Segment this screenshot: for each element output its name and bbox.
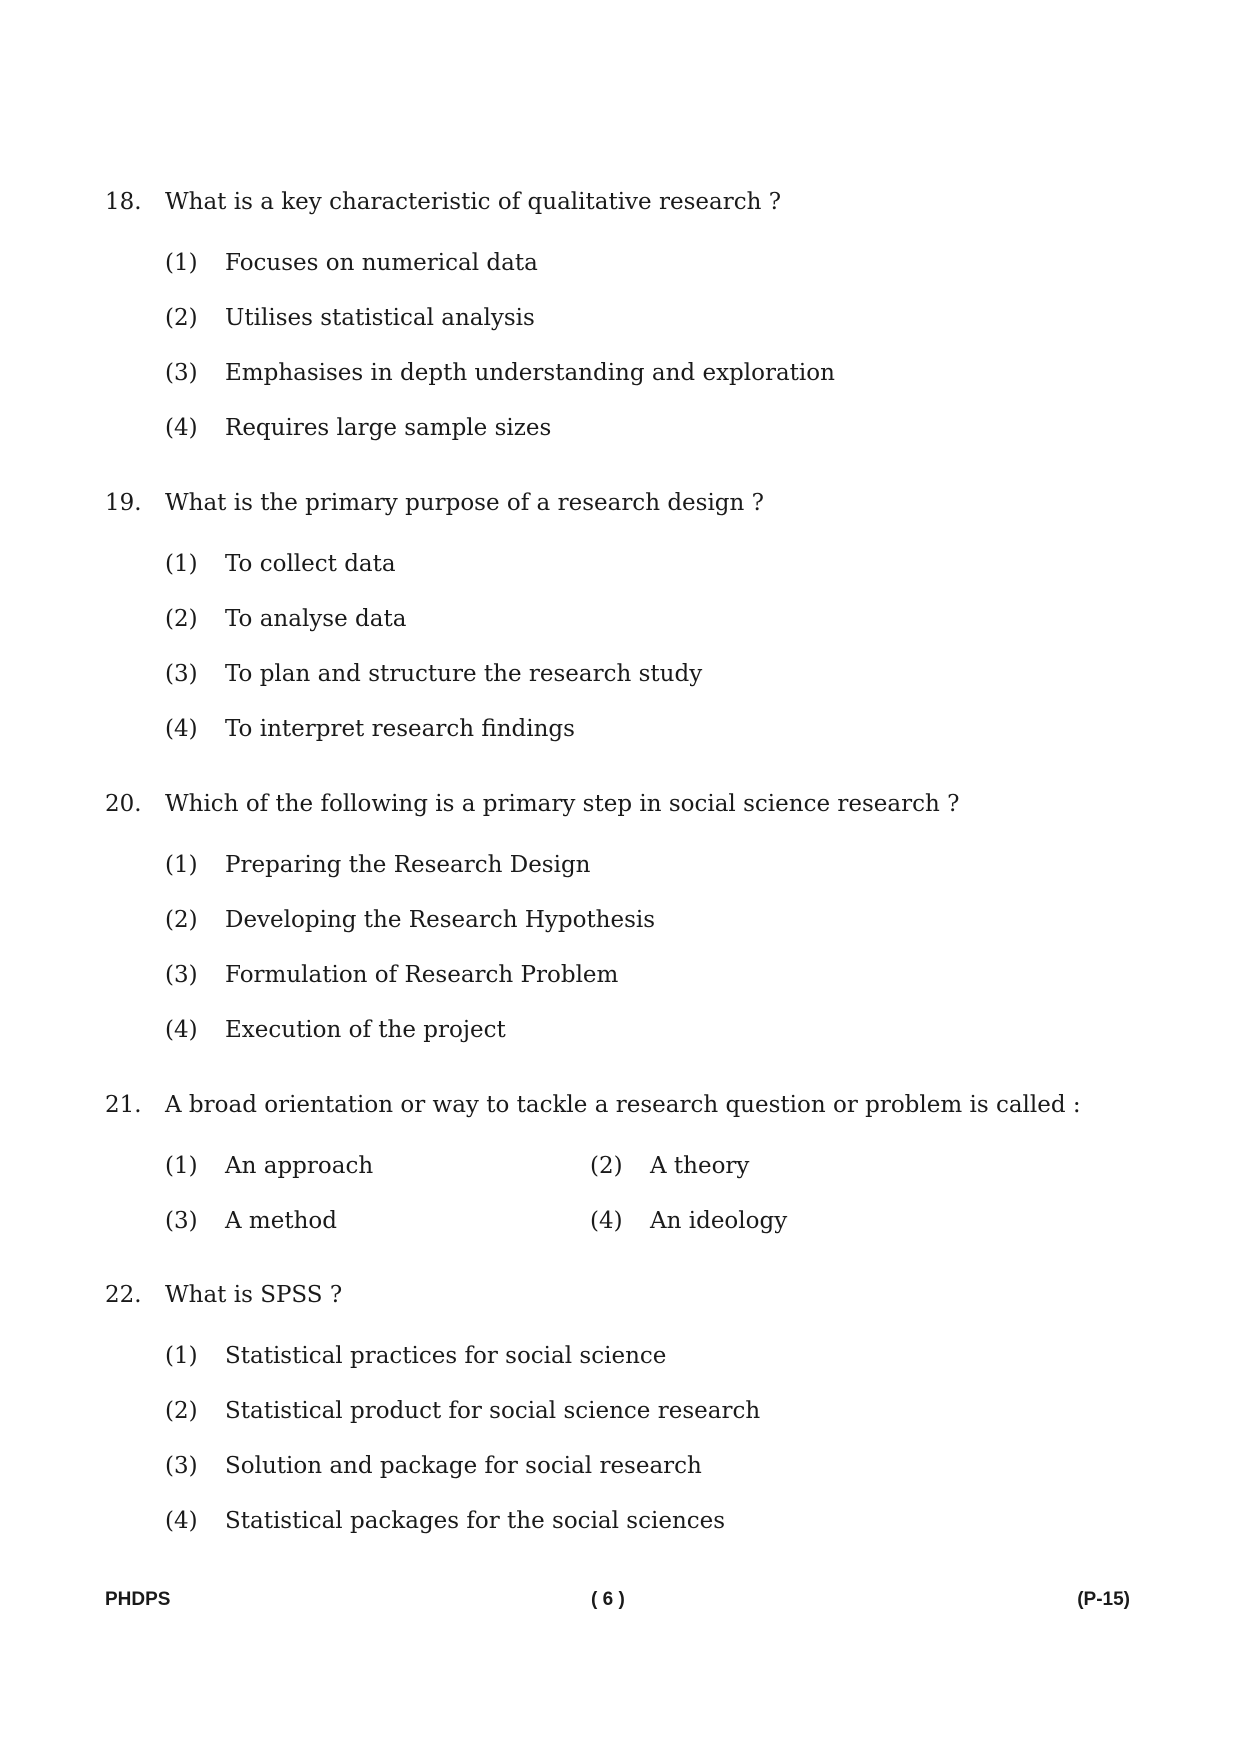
option-text: To analyse data: [225, 606, 407, 632]
question-number: 22.: [105, 1282, 142, 1308]
option-label: (4): [165, 415, 198, 441]
option-text: Utilises statistical analysis: [225, 305, 535, 331]
question-stem: [105, 1090, 1145, 1120]
question-text: Which of the following is a primary step in social science research ?: [165, 791, 960, 817]
option-text: Requires large sample sizes: [225, 415, 552, 441]
option-text: A theory: [650, 1153, 750, 1179]
option-label: (2): [165, 305, 198, 331]
option-label: (2): [165, 1398, 198, 1424]
option-label: (4): [165, 716, 198, 742]
option-text: Solution and package for social research: [225, 1453, 702, 1479]
option-text: To collect data: [225, 551, 396, 577]
option-text: A method: [225, 1208, 337, 1234]
option-label: (4): [590, 1208, 623, 1234]
option-text: Statistical practices for social science: [225, 1343, 667, 1369]
option-label: (2): [165, 606, 198, 632]
option-label: (3): [165, 661, 198, 687]
option-label: (3): [165, 1453, 198, 1479]
option-text: Statistical packages for the social sciences: [225, 1508, 726, 1534]
option-text: An ideology: [650, 1208, 788, 1234]
question-text: What is a key characteristic of qualitative research ?: [165, 189, 782, 215]
option-text: To plan and structure the research study: [225, 661, 703, 687]
option-text: Execution of the project: [225, 1017, 506, 1043]
question-number: 18.: [105, 189, 142, 215]
question-text: A broad orientation or way to tackle a research question or problem is called :: [165, 1092, 1081, 1118]
option-text: Emphasises in depth understanding and exploration: [225, 360, 835, 386]
question-number: 19.: [105, 490, 142, 516]
question-22: [105, 1280, 1145, 1534]
question-stem: [105, 488, 1145, 518]
option-text: To interpret research findings: [225, 716, 575, 742]
option-label: (3): [165, 360, 198, 386]
option-text: Focuses on numerical data: [225, 250, 538, 276]
question-stem: [105, 1280, 1145, 1310]
option-label: (1): [165, 551, 198, 577]
question-stem: [105, 187, 1145, 217]
question-number: 21.: [105, 1092, 142, 1118]
question-19: [105, 488, 1145, 742]
question-stem: [105, 789, 1145, 819]
question-18: [105, 187, 1145, 441]
option-label: (1): [165, 250, 198, 276]
option-text: Statistical product for social science research: [225, 1398, 761, 1424]
option-label: (3): [165, 962, 198, 988]
footer-set-code: (P-15): [1077, 1589, 1130, 1610]
option-label: (1): [165, 852, 198, 878]
question-text: What is SPSS ?: [165, 1282, 343, 1308]
option-text: Preparing the Research Design: [225, 852, 591, 878]
option-label: (4): [165, 1508, 198, 1534]
option-label: (1): [165, 1153, 198, 1179]
option-text: An approach: [225, 1153, 374, 1179]
footer-page-number: ( 6 ): [591, 1589, 625, 1610]
option-label: (2): [590, 1153, 623, 1179]
option-label: (1): [165, 1343, 198, 1369]
option-label: (4): [165, 1017, 198, 1043]
question-number: 20.: [105, 791, 142, 817]
question-text: What is the primary purpose of a research design ?: [165, 490, 764, 516]
option-text: Formulation of Research Problem: [225, 962, 619, 988]
footer-exam-code: PHDPS: [105, 1589, 171, 1610]
question-20: [105, 789, 1145, 1043]
option-label: (3): [165, 1208, 198, 1234]
option-text: Developing the Research Hypothesis: [225, 907, 656, 933]
option-label: (2): [165, 907, 198, 933]
question-21: [105, 1090, 1145, 1234]
